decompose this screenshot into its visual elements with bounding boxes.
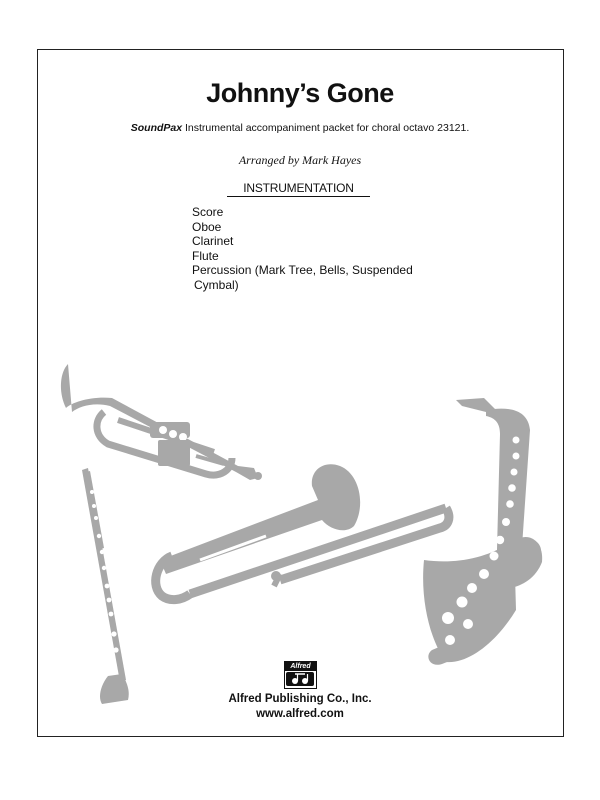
clarinet-illustration [82, 468, 129, 704]
instrument-item-flute: Flute [192, 248, 219, 263]
trombone-illustration [156, 464, 449, 599]
instrument-item-oboe: Oboe [192, 219, 222, 234]
instrument-item-clarinet: Clarinet [192, 234, 234, 248]
arranger-credit: Arranged by Mark Hayes [238, 153, 362, 167]
instrumentation-heading: INSTRUMENTATION [227, 181, 370, 197]
trumpet-illustration [61, 364, 262, 480]
instrument-item-score: Score [192, 205, 224, 219]
music-notes-icon [285, 671, 315, 687]
logo-label: Alfred [285, 662, 316, 671]
publisher-name: Alfred Publishing Co., Inc. [228, 693, 372, 705]
instrument-item-percussion: Percussion (Mark Tree, Bells, Suspended [192, 263, 413, 277]
page-title: Johnny’s Gone [206, 78, 394, 108]
brand-name: SoundPax [130, 122, 183, 134]
instrument-item-percussion-cont: Cymbal) [194, 277, 239, 292]
publisher-website: www.alfred.com [256, 708, 344, 720]
subtitle-text: Instrumental accompaniment packet for choral octavo 23121. [182, 122, 470, 134]
alfred-logo [284, 661, 317, 689]
